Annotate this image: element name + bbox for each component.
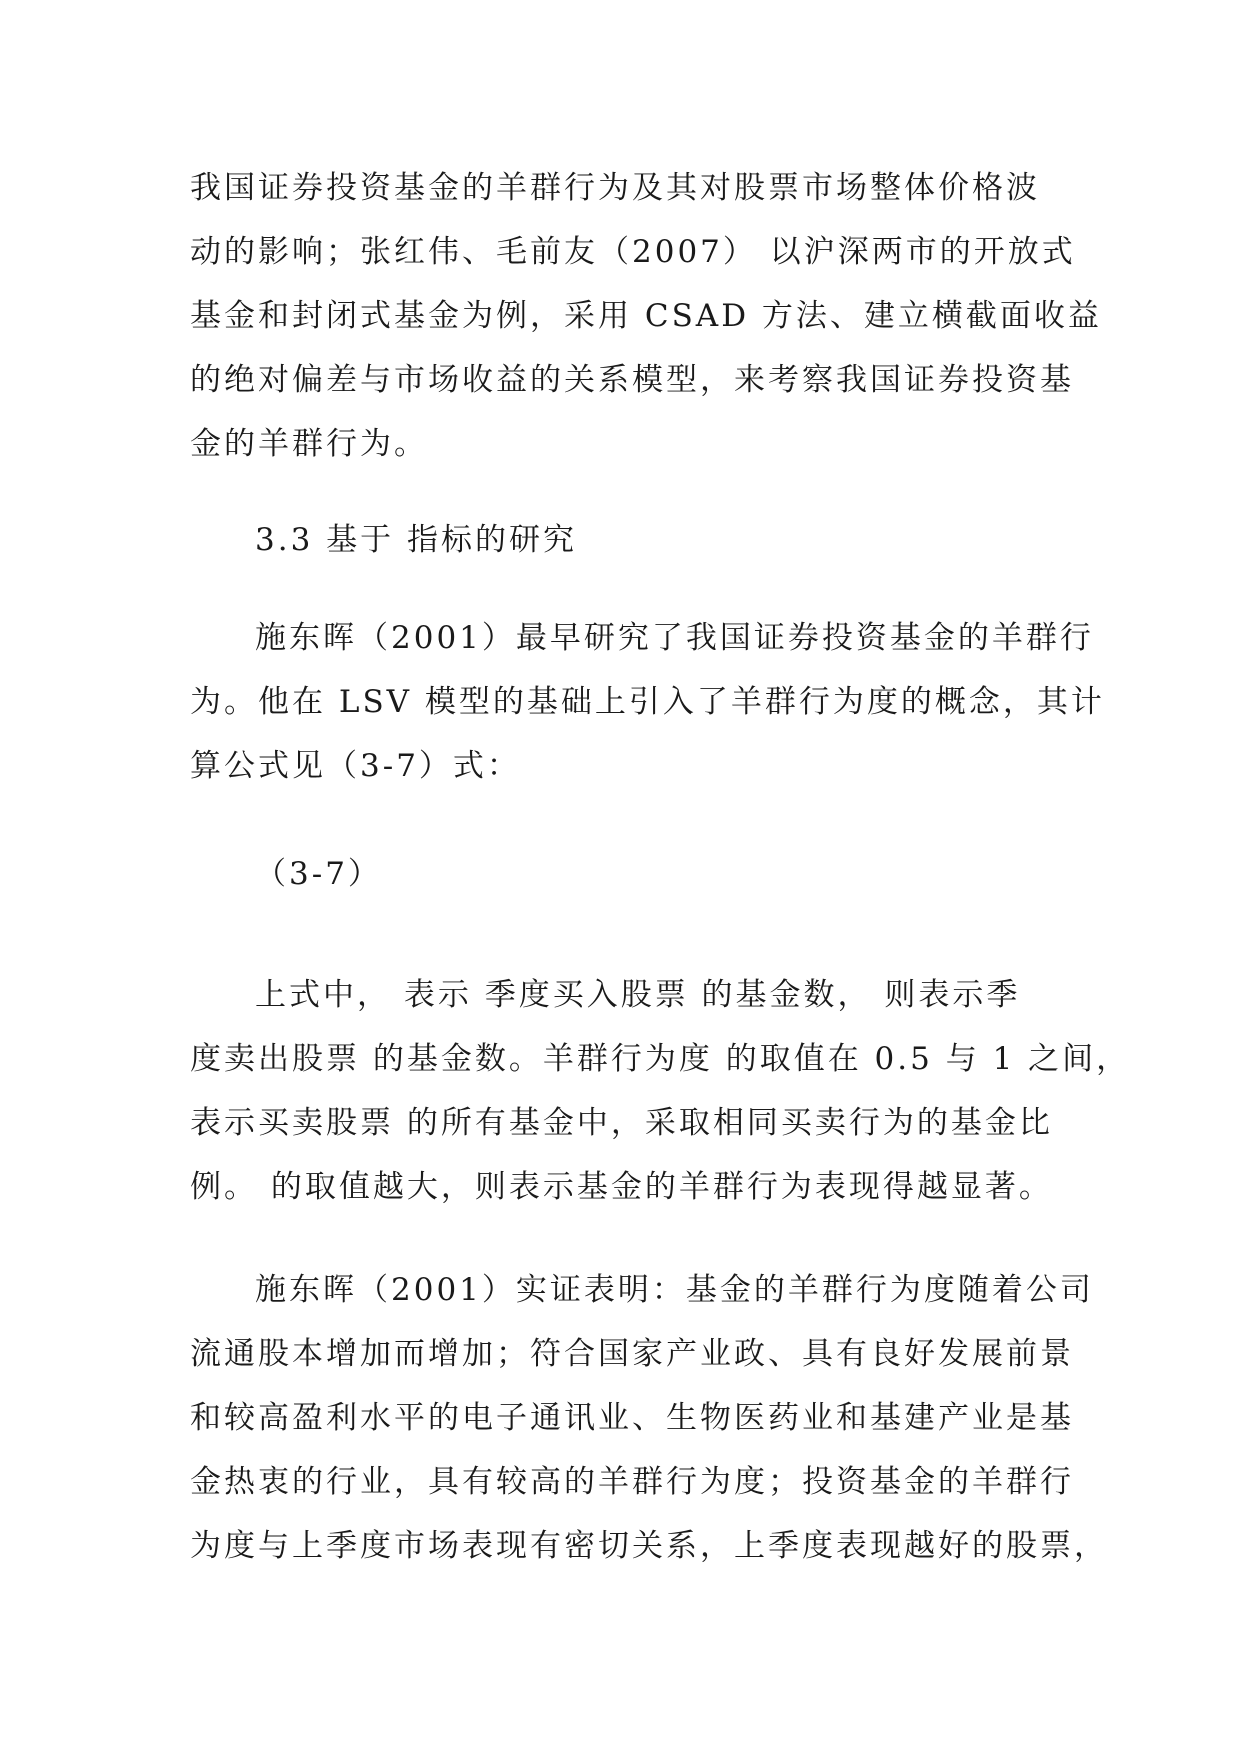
paragraph-line: 为度与上季度市场表现有密切关系，上季度表现越好的股票， <box>190 1528 1108 1564</box>
paragraph-line: 流通股本增加而增加；符合国家产业政、具有良好发展前景 <box>190 1336 1074 1372</box>
paragraph-line: 的绝对偏差与市场收益的关系模型，来考察我国证券投资基 <box>190 362 1074 398</box>
paragraph-line: 算公式见（3-7）式： <box>190 748 521 784</box>
paragraph-line: 施东晖（2001）实证表明：基金的羊群行为度随着公司 <box>255 1272 1094 1308</box>
paragraph-line: 和较高盈利水平的电子通讯业、生物医药业和基建产业是基 <box>190 1400 1074 1436</box>
equation-label: （3-7） <box>255 856 382 892</box>
paragraph-line: 度卖出股票 的基金数。羊群行为度 的取值在 0.5 与 1 之间， <box>190 1041 1131 1077</box>
paragraph-line: 施东晖（2001）最早研究了我国证券投资基金的羊群行 <box>255 620 1094 656</box>
paragraph-line: 例。 的取值越大，则表示基金的羊群行为表现得越显著。 <box>190 1169 1053 1205</box>
section-heading: 3.3 基于 指标的研究 <box>255 522 578 558</box>
paragraph-line: 上式中， 表示 季度买入股票 的基金数， 则表示季 <box>255 977 1021 1013</box>
paragraph-line: 表示买卖股票 的所有基金中，采取相同买卖行为的基金比 <box>190 1105 1053 1141</box>
paragraph-line: 我国证券投资基金的羊群行为及其对股票市场整体价格波 <box>190 170 1040 206</box>
paragraph-line: 动的影响；张红伟、毛前友（2007） 以沪深两市的开放式 <box>190 234 1076 270</box>
paragraph-line: 为。他在 LSV 模型的基础上引入了羊群行为度的概念，其计 <box>190 684 1105 720</box>
paragraph-line: 基金和封闭式基金为例，采用 CSAD 方法、建立横截面收益 <box>190 298 1102 334</box>
paragraph-line: 金的羊群行为。 <box>190 426 428 462</box>
paragraph-line: 金热衷的行业，具有较高的羊群行为度；投资基金的羊群行 <box>190 1464 1074 1500</box>
